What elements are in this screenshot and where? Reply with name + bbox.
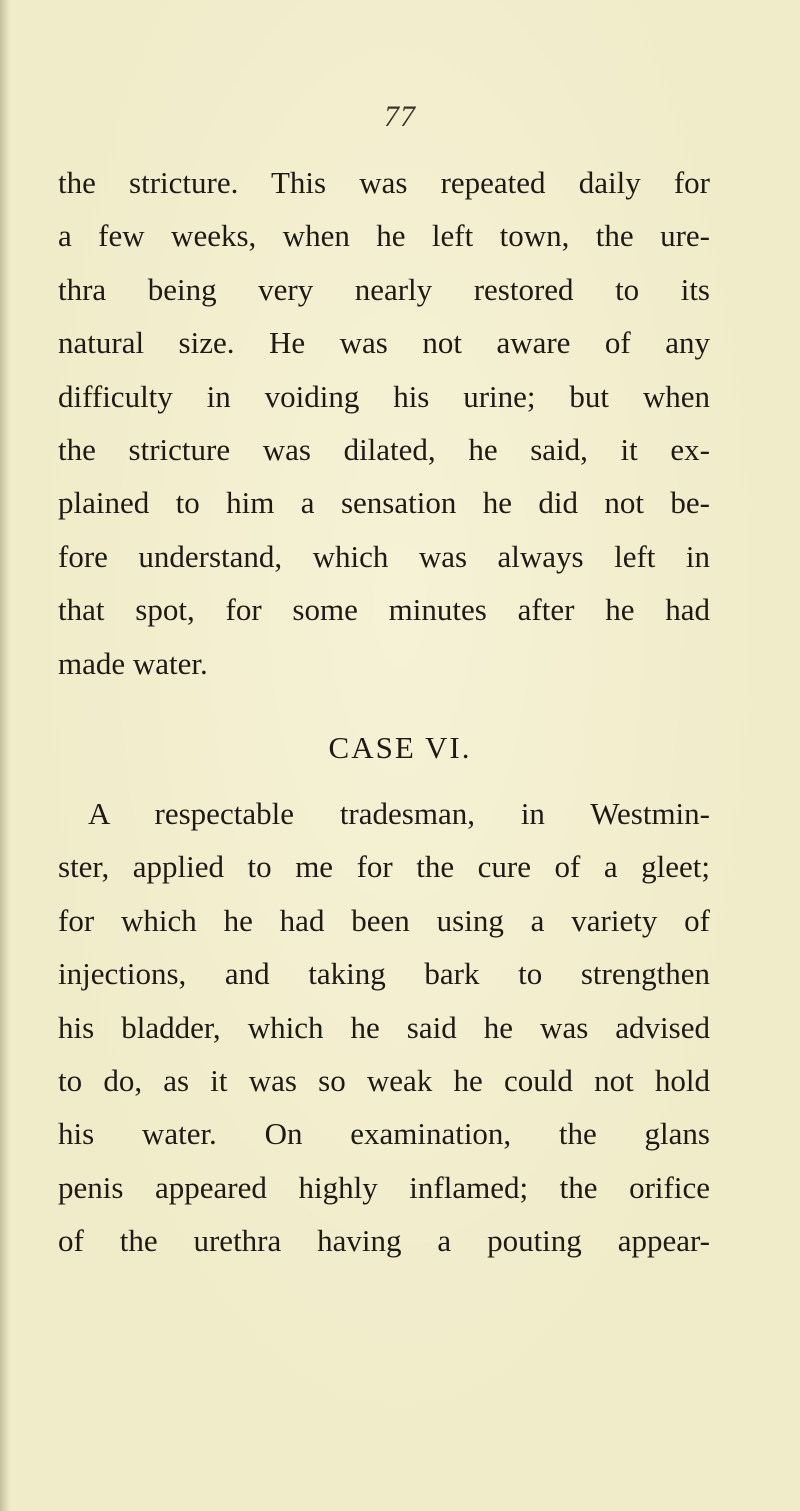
text-line: a few weeks, when he left town, the ure- (58, 218, 710, 254)
section-heading: CASE VI. (328, 730, 472, 765)
text-line: A respectable tradesman, in Westmin- (88, 796, 710, 831)
text-line: injections, and taking bark to strengthen (58, 956, 710, 992)
text-line: that spot, for some minutes after he had (58, 592, 710, 628)
text-line: to do, as it was so weak he could not hold (58, 1062, 710, 1098)
paragraph-1 (58, 156, 710, 690)
text-line: his bladder, which he said he was advised (58, 1009, 710, 1045)
text-line: for which he had been using a variety of (58, 902, 710, 938)
text-line: fore understand, which was always left in (58, 538, 710, 574)
text-line: difficulty in voiding his urine; but when (58, 378, 710, 414)
text-line: natural size. He was not aware of any (58, 325, 710, 361)
text-line: the stricture was dilated, he said, it ex- (58, 431, 710, 467)
text-line: the stricture. This was repeated daily for (58, 165, 710, 200)
text-line: penis appeared highly inflamed; the orifice (58, 1169, 710, 1205)
text-line: thra being very nearly restored to its (58, 271, 710, 307)
text-line: made water. (58, 645, 208, 681)
text-line: of the urethra having a pouting appear- (58, 1223, 710, 1259)
text-line: ster, applied to me for the cure of a gleet; (58, 849, 710, 885)
paragraph-2 (58, 787, 710, 1268)
text-line: plained to him a sensation he did not be- (58, 485, 710, 521)
page-number: 77 (384, 100, 416, 133)
text-line: his water. On examination, the glans (58, 1116, 710, 1152)
